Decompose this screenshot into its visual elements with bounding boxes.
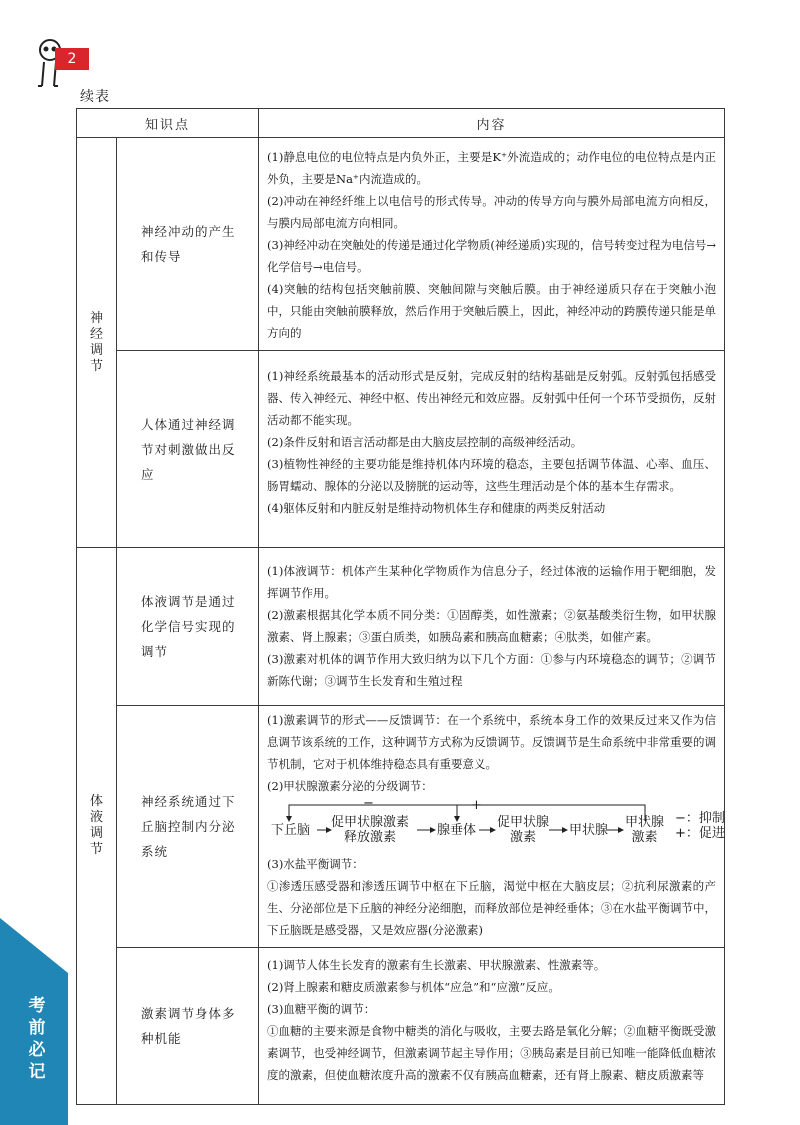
topic-cell: 神经冲动的产生和传导 — [117, 138, 259, 351]
content-line: (3)植物性神经的主要功能是维持机体内环境的稳态，主要包括调节体温、心率、血压、肠胃蠕动、腺体的分泌以及膀胱的运动等，这些生理活动是个体的基本生存需求。 — [267, 457, 717, 493]
content-line: ①渗透压感受器和渗透压调节中枢在下丘脑，渴觉中枢在大脑皮层；②抗利尿激素的产生、分泌部位是下丘脑的神经分泌细胞，而释放部位是神经垂体；③在水盐平衡调节中，下丘脑既是感受器，又是效应器(分泌激素) — [267, 879, 717, 937]
content-line: (3)水盐平衡调节： — [267, 857, 364, 871]
page-number: 2 — [55, 48, 89, 70]
content-line: (1)调节人体生长发育的激素有生长激素、甲状腺激素、性激素等。 — [267, 958, 606, 972]
content-cell — [259, 706, 725, 948]
header-topic: 知识点 — [77, 109, 259, 138]
diagram-thyroid-hormone: 甲状腺 激素 — [625, 815, 665, 845]
content-line: (4)躯体反射和内脏反射是维持动物机体生存和健康的两类反射活动 — [267, 501, 606, 515]
table-row — [77, 548, 725, 706]
content-line: (2)肾上腺素和糖皮质激素参与机体“应急”和“应激”反应。 — [267, 980, 560, 994]
side-tab-label: 考前必记 — [28, 996, 46, 1082]
topic-cell: 神经系统通过下丘脑控制内分泌系统 — [117, 706, 259, 948]
topic-cell: 人体通过神经调节对刺激做出反应 — [117, 351, 259, 548]
content-line: (1)神经系统最基本的活动形式是反射，完成反射的结构基础是反射弧。反射弧包括感受器、传入神经元、神经中枢、传出神经元和效应器。反射弧中任何一个环节受损伤，反射活动都不能实现。 — [267, 369, 717, 427]
content-line: (3)神经冲动在突触处的传递是通过化学物质(神经递质)实现的，信号转变过程为电信号→化学信号→电信号。 — [267, 238, 717, 274]
content-line: (3)血糖平衡的调节： — [267, 1002, 376, 1016]
content-cell — [259, 548, 725, 706]
category-humoral: 体液调节 — [77, 548, 117, 1105]
content-line: (2)条件反射和语言活动都是由大脑皮层控制的高级神经活动。 — [267, 435, 583, 449]
table-row — [77, 351, 725, 548]
thyroid-regulation-diagram — [267, 796, 725, 849]
table-row — [77, 948, 725, 1105]
diagram-plus-sign: + — [471, 798, 482, 813]
content-line: (2)甲状腺激素分泌的分级调节： — [267, 779, 433, 793]
topic-cell: 激素调节身体多种机能 — [117, 948, 259, 1105]
diagram-hypothalamus: 下丘脑 — [271, 823, 311, 838]
continued-label: 续表 — [80, 89, 110, 105]
content-line: (1)静息电位的电位特点是内负外正，主要是K⁺外流造成的；动作电位的电位特点是内正外负，主要是Na⁺内流造成的。 — [267, 150, 717, 186]
diagram-tsh: 促甲状腺 激素 — [497, 815, 550, 845]
diagram-pituitary: 腺垂体 — [437, 823, 477, 838]
diagram-trh: 促甲状腺激素 释放激素 — [331, 815, 410, 845]
content-cell — [259, 138, 725, 351]
content-line: (4)突触的结构包括突触前膜、突触间隙与突触后膜。由于神经递质只存在于突触小泡中，只能由突触前膜释放，然后作用于突触后膜上，因此，神经冲动的跨膜传递只能是单方向的 — [267, 282, 717, 340]
table-row — [77, 138, 725, 351]
category-nerve: 神经调节 — [77, 138, 117, 548]
content-line: ①血糖的主要来源是食物中糖类的消化与吸收，主要去路是氧化分解；②血糖平衡既受激素调节，也受神经调节，但激素调节起主导作用；③胰岛素是目前已知唯一能降低血糖浓度的激素，但使血糖浓度升高的激素不仅有胰高血糖素，还有肾上腺素、糖皮质激素等 — [267, 1024, 717, 1082]
content-cell — [259, 948, 725, 1105]
table-header-row — [77, 109, 725, 138]
content-line: (3)激素对机体的调节作用大致归纳为以下几个方面：①参与内环境稳态的调节；②调节新陈代谢；③调节生长发育和生殖过程 — [267, 652, 717, 688]
knowledge-table — [76, 108, 725, 1105]
content-line: (1)体液调节：机体产生某种化学物质作为信息分子，经过体液的运输作用于靶细胞，发挥调节作用。 — [267, 564, 717, 600]
content-line: (1)激素调节的形式——反馈调节：在一个系统中，系统本身工作的效果反过来又作为信息调节该系统的工作，这种调节方式称为反馈调节。反馈调节是生命系统中非常重要的调节机制，它对于机体维持稳态具有重要意义。 — [267, 713, 717, 771]
diagram-legend: −：抑制 +：促进 — [675, 811, 725, 841]
content-line: (2)冲动在神经纤维上以电信号的形式传导。冲动的传导方向与膜外局部电流方向相反，与膜内局部电流方向相同。 — [267, 194, 717, 230]
table-row — [77, 706, 725, 948]
topic-cell: 体液调节是通过化学信号实现的调节 — [117, 548, 259, 706]
diagram-thyroid: 甲状腺 — [569, 823, 609, 838]
content-line: (2)激素根据其化学本质不同分类：①固醇类，如性激素；②氨基酸类衍生物，如甲状腺激素、肾上腺素；③蛋白质类，如胰岛素和胰高血糖素；④肽类，如催产素。 — [267, 608, 717, 644]
header-content: 内容 — [259, 109, 725, 138]
diagram-minus-sign: − — [363, 796, 374, 811]
content-cell — [259, 351, 725, 548]
